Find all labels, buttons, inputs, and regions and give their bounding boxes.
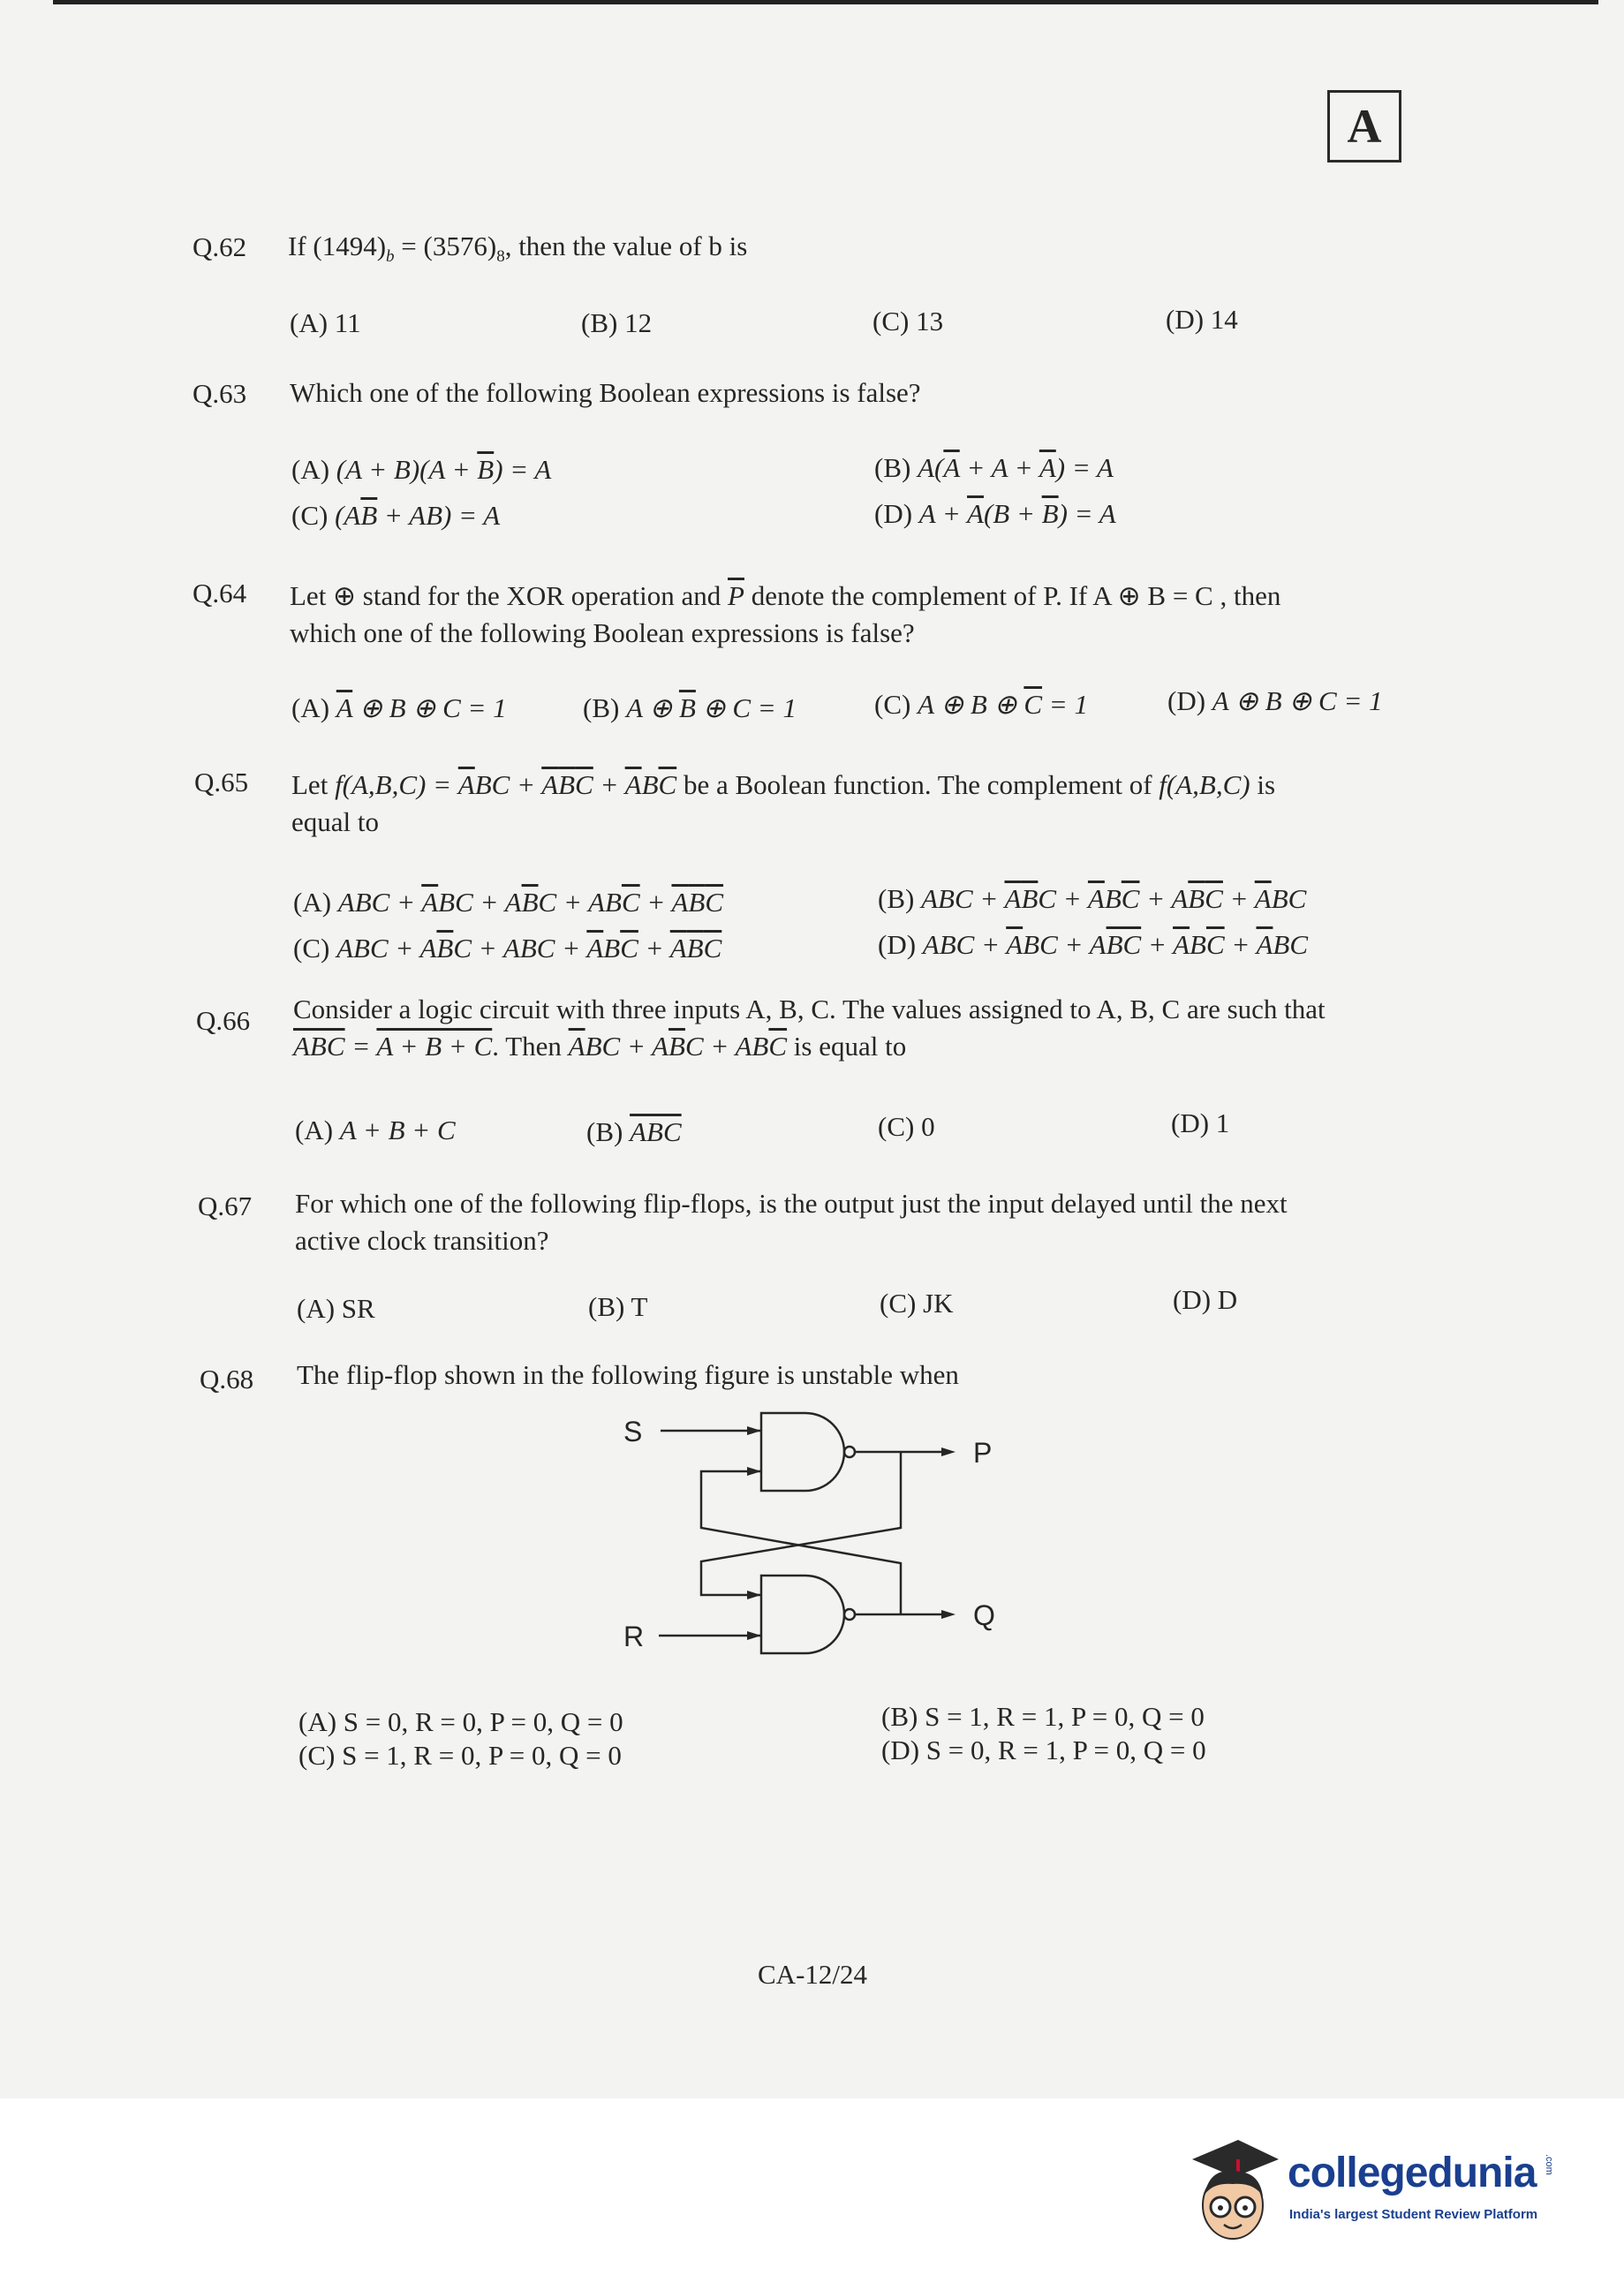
option-d: (D) 1: [1171, 1107, 1230, 1138]
arrow-head: [747, 1467, 761, 1476]
nand-gate-top: [761, 1413, 844, 1491]
question-number: Q.65: [194, 767, 249, 797]
option-a: (A) 11: [290, 307, 361, 338]
option-c: (C) JK: [880, 1288, 954, 1319]
question-stem: Which one of the following Boolean expressions is false?: [290, 377, 921, 408]
option-b: (B) A ⊕ $\overline{B}$ ⊕ C = 1: [583, 692, 797, 723]
option-a: (A) $(A + B)(A + \overline{B}) = A$: [291, 454, 552, 485]
question-stem: The flip-flop shown in the following figure is unstable when: [297, 1359, 959, 1390]
option-d: (D) A ⊕ B ⊕ C = 1: [1167, 685, 1383, 716]
page-number: CA-12/24: [758, 1959, 867, 1990]
option-b: (B) 12: [581, 307, 653, 338]
option-c: (C) 13: [872, 306, 944, 336]
option-c: (C) ABC + $A\overline{B}C$ + ABC + $\overline{A}B\overline{C} + \overline{A}\overline{B}\overline{C}$: [293, 933, 722, 964]
arrow-head: [747, 1591, 761, 1599]
option-a: (A) S = 0, R = 0, P = 0, Q = 0: [298, 1706, 623, 1737]
inversion-bubble-top: [844, 1447, 855, 1457]
option-a: (A) A + B + C: [295, 1115, 456, 1145]
question-stem: Let $f(A,B,C) = \overline{A}BC + \overline{A}\overline{B}\overline{C} + \overline{A}B\overline{C}$ be a Boolean function. The complement of f(A,B,C) is equal to: [291, 769, 1276, 837]
arrow-head: [747, 1631, 761, 1640]
arrow-head: [941, 1610, 956, 1619]
option-d: (D) $A + \overline{A}(B + \overline{B}) = A$: [874, 498, 1116, 529]
paper-set-label: A: [1347, 100, 1382, 153]
feedback-wire-p: [701, 1452, 901, 1595]
question-number: Q.67: [198, 1190, 253, 1221]
brand-name: collegedunia: [1288, 2150, 1537, 2196]
option-a: (A) SR: [297, 1293, 375, 1324]
figure-label-s: S: [623, 1416, 643, 1447]
option-a: (A) $\overline{A}$ ⊕ B ⊕ C = 1: [291, 692, 507, 723]
question-number: Q.66: [196, 1005, 251, 1036]
mascot-icon: [1183, 2133, 1280, 2248]
arrow-head: [747, 1426, 761, 1435]
question-stem: Let ⊕ stand for the XOR operation and $\overline{P}$ denote the complement of P. If A ⊕ B = C , then which one of the following Boolean expressions is false?: [290, 580, 1281, 648]
top-rule: [53, 0, 1598, 4]
inversion-bubble-bottom: [844, 1609, 855, 1620]
question-number: Q.62: [193, 231, 247, 262]
option-b: (B) ABC + $\overline{A}\overline{B}C + \overline{A}B\overline{C} + A\overline{B}\overline{C} + \overline{A}BC$: [878, 883, 1307, 914]
option-b: (B) $A(\overline{A} + A + \overline{A}) = A$: [874, 452, 1114, 483]
arrow-head: [941, 1447, 956, 1456]
question-number: Q.64: [193, 578, 247, 608]
option-b: (B) $\overline{ABC}$: [586, 1116, 682, 1147]
figure-label-q: Q: [973, 1599, 995, 1631]
question-stem: Consider a logic circuit with three inputs A, B, C. The values assigned to A, B, C are such that $\overline{ABC} = A + B + C$. Then $\overline{A}BC + A\overline{B}C + AB\overline{C}$ is equal to: [293, 994, 1326, 1062]
option-d: (D) ABC + $\overline{A}BC + A\overline{B}\overline{C} + \overline{A}B\overline{C} + \overline{A}BC$: [878, 929, 1309, 960]
question-stem: For which one of the following flip-flops, is the output just the input delayed until the next active clock transition?: [295, 1188, 1288, 1256]
option-b: (B) S = 1, R = 1, P = 0, Q = 0: [881, 1701, 1205, 1732]
feedback-wire-q: [701, 1471, 901, 1614]
brand-suffix: .com: [1544, 2154, 1554, 2175]
option-d: (D) D: [1173, 1284, 1238, 1315]
option-d: (D) 14: [1166, 304, 1238, 335]
option-c: (C) S = 1, R = 0, P = 0, Q = 0: [298, 1740, 622, 1771]
question-number: Q.68: [200, 1364, 254, 1394]
nand-gate-bottom: [761, 1576, 844, 1653]
option-d: (D) S = 0, R = 1, P = 0, Q = 0: [881, 1735, 1206, 1765]
question-number: Q.63: [193, 378, 247, 409]
option-a: (A) ABC + $\overline{A}BC + A\overline{B}C + AB\overline{C} + \overline{A}\overline{B}\overline{C}$: [293, 887, 724, 918]
option-c: (C) $(A\overline{B} + AB) = A$: [291, 500, 501, 531]
option-b: (B) T: [588, 1291, 648, 1322]
figure-label-r: R: [623, 1621, 645, 1652]
option-c: (C) A ⊕ B ⊕ $\overline{C} = 1$: [874, 689, 1088, 720]
sr-flip-flop-figure: [609, 1395, 1051, 1678]
question-stem: If $(1494)_b = (3576)_8$, then the value of b is: [288, 231, 748, 267]
figure-label-p: P: [973, 1437, 993, 1469]
paper-set-box: [1327, 90, 1401, 162]
collegedunia-logo: [1183, 2133, 1572, 2248]
brand-tagline: India's largest Student Review Platform: [1289, 2207, 1538, 2222]
option-c: (C) 0: [878, 1111, 935, 1142]
